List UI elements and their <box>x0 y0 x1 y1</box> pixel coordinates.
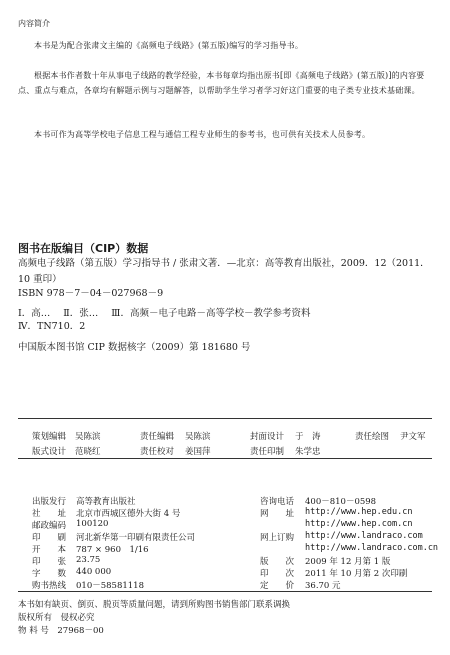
online-order-url: http://www.landraco.com.cn <box>305 543 439 553</box>
cip-title: 图书在版编目（CIP）数据 <box>18 242 149 255</box>
website-label: 网 址 <box>260 509 295 519</box>
printing-label: 印 次 <box>260 569 295 579</box>
cip-isbn: ISBN 978－7－04－027968－9 <box>18 288 164 299</box>
staff-name: 姜国萍 <box>185 447 211 457</box>
printer-label: 印 刷 <box>32 533 67 543</box>
hotline-value: 010－58581118 <box>76 581 144 591</box>
staff-name: 范晓红 <box>75 447 101 457</box>
staff-role: 责任绘图 <box>355 432 390 442</box>
cip-subject-2: Ⅱ．张… <box>63 308 99 319</box>
staff-role: 封面设计 <box>250 432 285 442</box>
sheets-label: 印 张 <box>32 557 67 567</box>
copyright-notice: 版权所有 侵权必究 <box>18 613 95 623</box>
sheets-value: 23.75 <box>76 555 101 565</box>
staff-name: 尹文军 <box>400 432 426 442</box>
staff-role: 策划编辑 <box>32 432 67 442</box>
staff-role: 责任校对 <box>140 447 175 457</box>
format-value: 787 × 960 1/16 <box>76 545 149 555</box>
intro-paragraph-1: 本书是为配合张肃文主编的《高频电子线路》(第五版)编写的学习指导书。 <box>34 41 304 50</box>
address-value: 北京市西城区德外大街 4 号 <box>76 509 181 519</box>
staff-name: 朱学忠 <box>295 447 321 457</box>
quality-notice: 本书如有缺页、倒页、脱页等质量问题，请到所购图书销售部门联系调换 <box>18 600 291 610</box>
wordcount-value: 440 000 <box>76 567 112 577</box>
staff-role: 责任印制 <box>250 447 285 457</box>
cip-bibliographic-line: 高频电子线路（第五版）学习指导书 / 张肃文著．—北京：高等教育出版社，2009．12（2011．10 重印） <box>18 258 430 285</box>
staff-name: 于 涛 <box>295 432 321 442</box>
hotline-label: 购书热线 <box>32 581 67 591</box>
printer-value: 河北新华第一印刷有限责任公司 <box>76 533 196 543</box>
cip-subject-1: Ⅰ．高… <box>18 308 51 319</box>
postcode-value: 100120 <box>76 519 109 529</box>
postcode-label: 邮政编码 <box>32 521 67 531</box>
intro-paragraph-3: 本书可作为高等学校电子信息工程与通信工程专业师生的参考书，也可供有关技术人员参考。 <box>34 130 371 139</box>
online-order-label: 网上订购 <box>260 533 295 543</box>
edition-label: 版 次 <box>260 557 295 567</box>
intro-heading: 内容简介 <box>18 19 50 28</box>
online-order-url: http://www.landraco.com <box>305 531 423 541</box>
website-url: http://www.hep.edu.cn <box>305 507 413 517</box>
price-label: 定 价 <box>260 581 295 591</box>
printing-value: 2011 年 10 月第 2 次印刷 <box>305 569 408 579</box>
publisher-value: 高等教育出版社 <box>76 497 136 507</box>
staff-role: 版式设计 <box>32 447 67 457</box>
address-label: 社 址 <box>32 509 67 519</box>
edition-value: 2009 年 12 月第 1 版 <box>305 557 391 567</box>
staff-role: 责任编辑 <box>140 432 175 442</box>
website-url: http://www.hep.com.cn <box>305 519 413 529</box>
cip-classification: Ⅳ．TN710．2 <box>18 321 86 332</box>
consult-value: 400－810－0598 <box>305 497 377 507</box>
divider <box>18 591 432 592</box>
format-label: 开 本 <box>32 545 67 555</box>
publisher-label: 出版发行 <box>32 497 67 507</box>
material-number: 物 料 号 27968－00 <box>18 626 104 636</box>
wordcount-label: 字 数 <box>32 569 67 579</box>
consult-label: 咨询电话 <box>260 497 295 507</box>
staff-name: 吴陈滨 <box>75 432 101 442</box>
divider <box>18 458 432 459</box>
divider <box>18 418 432 419</box>
cip-library-record: 中国版本图书馆 CIP 数据核字（2009）第 181680 号 <box>18 342 251 353</box>
price-value: 36.70 元 <box>305 581 341 591</box>
staff-name: 吴陈滨 <box>185 432 211 442</box>
cip-subject-3: Ⅲ．高频－电子电路－高等学校－教学参考资料 <box>111 308 311 319</box>
intro-paragraph-2: 根据本书作者数十年从事电子线路的教学经验，本书每章均指出原书[即《高频电子线路》(第五版)]的内容要点、重点与难点，各章均有解题示例与习题解答，以帮助学生学习者学习好这门重要的电子类专业技术基础课。 <box>18 71 425 95</box>
